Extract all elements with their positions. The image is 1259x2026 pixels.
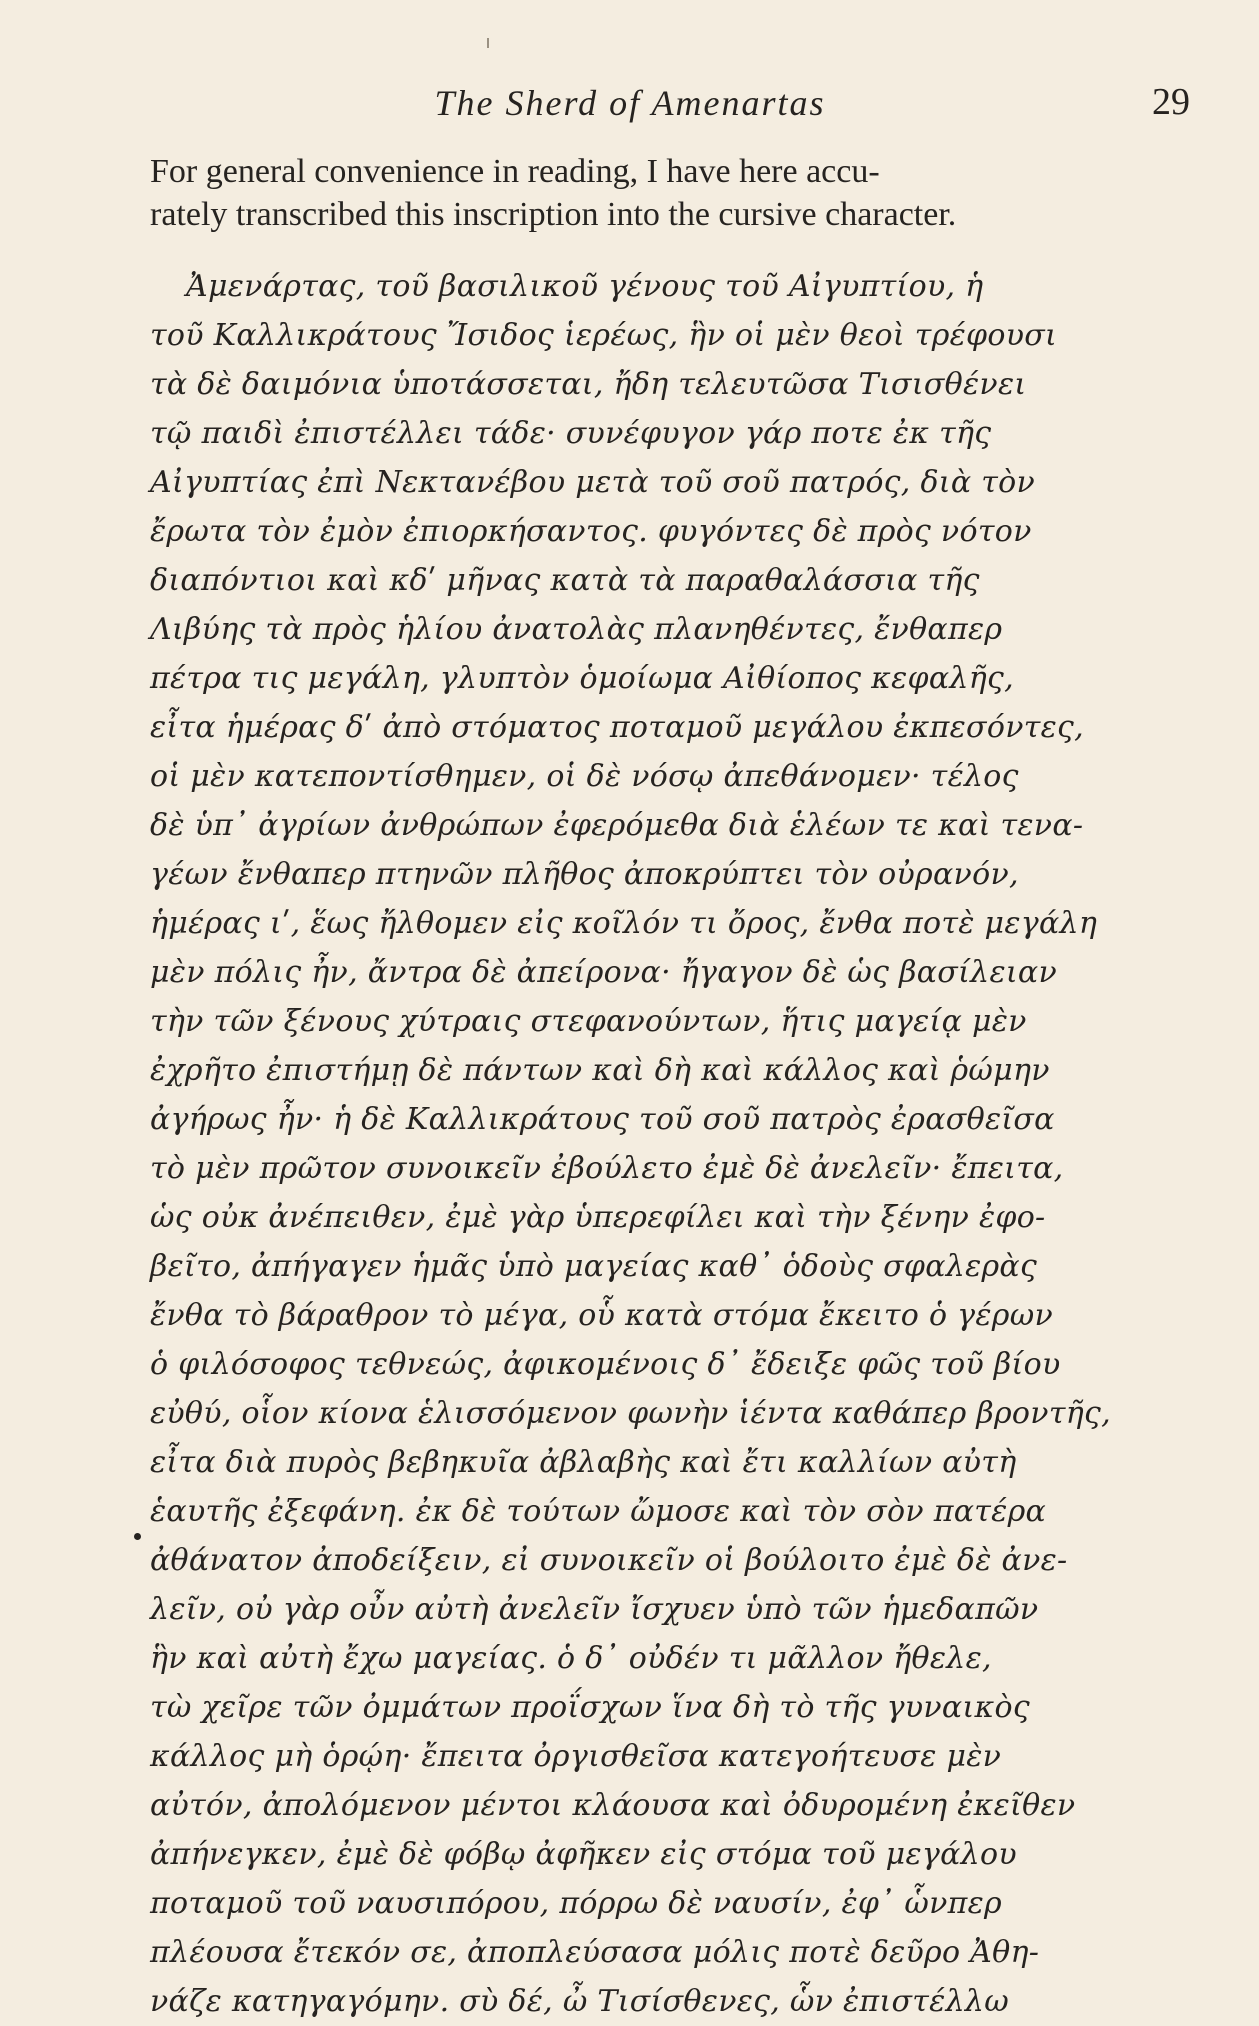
running-head bbox=[150, 78, 1190, 128]
greek-line: τὰ δὲ δαιμόνια ὑποτάσσεται, ἤδη τελευτῶσα Τισισθένει bbox=[150, 367, 1027, 402]
greek-line: ἀθάνατον ἀποδείξειν, εἰ συνοικεῖν οἱ βούλοιτο ἐμὲ δὲ ἀνε- bbox=[150, 1543, 1068, 1578]
greek-line: τὸ μὲν πρῶτον συνοικεῖν ἐβούλετο ἐμὲ δὲ ἀνελεῖν· ἔπειτα, bbox=[150, 1151, 1064, 1186]
greek-line: μὲν πόλις ἦν, ἄντρα δὲ ἀπείρονα· ἤγαγον δὲ ὡς βασίλειαν bbox=[150, 955, 1058, 990]
greek-line: διαπόντιοι καὶ κδʹ μῆνας κατὰ τὰ παραθαλάσσια τῆς bbox=[150, 563, 980, 598]
greek-line: ἀγήρως ἦν· ἡ δὲ Καλλικράτους τοῦ σοῦ πατρὸς ἐρασθεῖσα bbox=[150, 1102, 1055, 1137]
greek-line: Λιβύης τὰ πρὸς ἡλίου ἀνατολὰς πλανηθέντες, ἔνθαπερ bbox=[150, 612, 1003, 647]
greek-line: Ἀμενάρτας, τοῦ βασιλικοῦ γένους τοῦ Αἰγυπτίου, ἡ bbox=[186, 269, 984, 304]
greek-transcription bbox=[150, 262, 1190, 2026]
greek-line: γέων ἔνθαπερ πτηνῶν πλῆθος ἀποκρύπτει τὸν οὐρανόν, bbox=[150, 857, 1019, 892]
greek-line: νάζε κατηγαγόμην. σὺ δέ, ὦ Τισίσθενες, ὧν ἐπιστέλλω bbox=[150, 1984, 1009, 2019]
page-speck bbox=[487, 38, 489, 48]
greek-line: τὼ χεῖρε τῶν ὀμμάτων προΐσχων ἵνα δὴ τὸ τῆς γυναικὸς bbox=[150, 1690, 1030, 1725]
greek-line: τὴν τῶν ξένους χύτραις στεφανούντων, ἥτις μαγείᾳ μὲν bbox=[150, 1004, 1027, 1039]
greek-line: δὲ ὑπ᾽ ἀγρίων ἀνθρώπων ἐφερόμεθα διὰ ἑλέων τε καὶ τενα- bbox=[150, 808, 1084, 843]
greek-line: τοῦ Καλλικράτους Ἴσιδος ἱερέως, ἣν οἱ μὲν θεοὶ τρέφουσι bbox=[150, 318, 1058, 353]
greek-line: εὐθύ, οἷον κίονα ἑλισσόμενον φωνὴν ἱέντα καθάπερ βροντῆς, bbox=[150, 1396, 1111, 1431]
greek-line: ἐχρῆτο ἐπιστήμῃ δὲ πάντων καὶ δὴ καὶ κάλλος καὶ ῥώμην bbox=[150, 1053, 1050, 1088]
margin-bullet bbox=[134, 1533, 141, 1540]
intro-line: rately transcribed this inscription into the cursive character. bbox=[150, 196, 957, 233]
greek-line: ἣν καὶ αὐτὴ ἔχω μαγείας. ὁ δ᾽ οὐδέν τι μᾶλλον ἤθελε, bbox=[150, 1641, 992, 1676]
greek-line: ἑαυτῆς ἐξεφάνη. ἐκ δὲ τούτων ὤμοσε καὶ τὸν σὸν πατέρα bbox=[150, 1494, 1047, 1529]
intro-line: For general convenience in reading, I have here accu- bbox=[150, 153, 880, 190]
greek-line: ὁ φιλόσοφος τεθνεώς, ἀφικομένοις δ᾽ ἔδειξε φῶς τοῦ βίου bbox=[150, 1347, 1061, 1382]
greek-line: Αἰγυπτίας ἐπὶ Νεκτανέβου μετὰ τοῦ σοῦ πατρός, διὰ τὸν bbox=[150, 465, 1036, 500]
running-title: The Sherd of Amenartas bbox=[434, 83, 826, 123]
greek-line: βεῖτο, ἀπήγαγεν ἡμᾶς ὑπὸ μαγείας καθ᾽ ὁδοὺς σφαλερὰς bbox=[150, 1249, 1038, 1284]
intro-paragraph bbox=[150, 150, 1185, 236]
greek-line: ὡς οὐκ ἀνέπειθεν, ἐμὲ γὰρ ὑπερεφίλει καὶ τὴν ξένην ἐφο- bbox=[150, 1200, 1046, 1235]
greek-line: ἔνθα τὸ βάραθρον τὸ μέγα, οὗ κατὰ στόμα ἔκειτο ὁ γέρων bbox=[150, 1298, 1054, 1333]
greek-line: ἀπήνεγκεν, ἐμὲ δὲ φόβῳ ἀφῆκεν εἰς στόμα τοῦ μεγάλου bbox=[150, 1837, 1017, 1872]
greek-line: αὐτόν, ἀπολόμενον μέντοι κλάουσα καὶ ὀδυρομένη ἐκεῖθεν bbox=[150, 1788, 1076, 1823]
greek-line: κάλλος μὴ ὁρῴη· ἔπειτα ὀργισθεῖσα κατεγοήτευσε μὲν bbox=[150, 1739, 1002, 1774]
greek-line: ἡμέρας ιʹ, ἕως ἤλθομεν εἰς κοῖλόν τι ὄρος, ἔνθα ποτὲ μεγάλη bbox=[150, 906, 1098, 941]
greek-line: ποταμοῦ τοῦ ναυσιπόρου, πόρρω δὲ ναυσίν, ἐφ᾽ ὧνπερ bbox=[150, 1886, 1002, 1921]
page-number: 29 bbox=[1152, 81, 1190, 123]
greek-line: πλέουσα ἔτεκόν σε, ἀποπλεύσασα μόλις ποτὲ δεῦρο Ἀθη- bbox=[150, 1935, 1040, 1970]
greek-line: λεῖν, οὐ γὰρ οὖν αὐτὴ ἀνελεῖν ἴσχυεν ὑπὸ τῶν ἡμεδαπῶν bbox=[150, 1592, 1039, 1627]
greek-line: ἔρωτα τὸν ἐμὸν ἐπιορκήσαντος. φυγόντες δὲ πρὸς νότον bbox=[150, 514, 1032, 549]
greek-line: εἶτα διὰ πυρὸς βεβηκυῖα ἀβλαβὴς καὶ ἔτι καλλίων αὐτὴ bbox=[150, 1445, 1017, 1480]
greek-line: τῷ παιδὶ ἐπιστέλλει τάδε· συνέφυγον γάρ ποτε ἐκ τῆς bbox=[150, 416, 992, 451]
greek-line: οἱ μὲν κατεποντίσθημεν, οἱ δὲ νόσῳ ἀπεθάνομεν· τέλος bbox=[150, 759, 1019, 794]
greek-line: πέτρα τις μεγάλη, γλυπτὸν ὁμοίωμα Αἰθίοπος κεφαλῆς, bbox=[150, 661, 1014, 696]
greek-line: εἶτα ἡμέρας δʹ ἀπὸ στόματος ποταμοῦ μεγάλου ἐκπεσόντες, bbox=[150, 710, 1084, 745]
